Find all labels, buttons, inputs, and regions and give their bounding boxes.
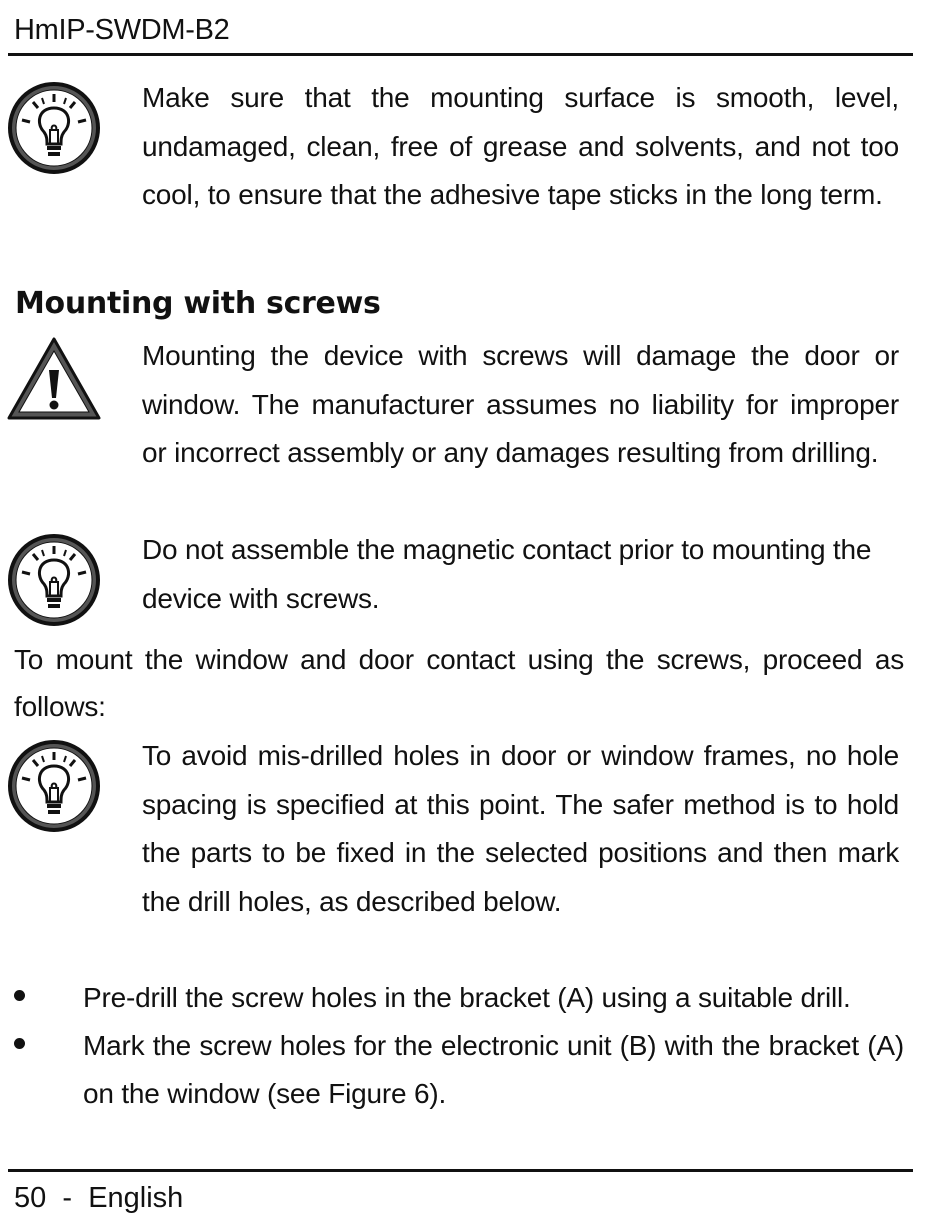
list-item bbox=[0, 974, 950, 1022]
steps-list bbox=[0, 974, 950, 1118]
intro-paragraph: To mount the window and door contact using the screws, proceed as follows: bbox=[14, 644, 904, 722]
header-divider bbox=[8, 53, 913, 56]
bullet-icon bbox=[14, 990, 25, 1001]
list-item-text: Pre-drill the screw holes in the bracket (A) using a suitable drill. bbox=[83, 982, 851, 1013]
lightbulb-icon bbox=[6, 738, 102, 834]
lightbulb-icon bbox=[6, 532, 102, 628]
tip-adhesive-surface: Make sure that the mounting surface is smooth, level, undamaged, clean, free of grease and solvents, and not too cool, to ensure that the adhesive tape sticks in the long term. bbox=[142, 82, 899, 210]
tip-drill-holes: To avoid mis-drilled holes in door or window frames, no hole spacing is specified at this point. The safer method is to hold the parts to be fixed in the selected positions and then mark the drill holes, as described below. bbox=[142, 740, 899, 917]
section-heading: Mounting with screws bbox=[15, 286, 381, 321]
lightbulb-icon bbox=[6, 80, 102, 176]
list-item-text: Mark the screw holes for the electronic unit (B) with the bracket (A) on the window (see Figure 6). bbox=[83, 1030, 904, 1109]
page-footer bbox=[14, 1180, 183, 1216]
footer-separator: - bbox=[62, 1182, 73, 1214]
list-item bbox=[0, 1022, 950, 1118]
warning-screws-damage: Mounting the device with screws will damage the door or window. The manufacturer assumes no liability for improper or incorrect assembly or any damages resulting from drilling. bbox=[142, 340, 899, 468]
document-title: HmIP-SWDM-B2 bbox=[14, 14, 230, 46]
footer-language: English bbox=[88, 1182, 184, 1214]
page-number: 50 bbox=[14, 1182, 47, 1214]
warning-triangle-icon bbox=[6, 336, 102, 422]
bullet-icon bbox=[14, 1038, 25, 1049]
tip-magnetic-contact: Do not assemble the magnetic contact prior to mounting the device with screws. bbox=[142, 534, 872, 614]
footer-divider bbox=[8, 1169, 913, 1172]
